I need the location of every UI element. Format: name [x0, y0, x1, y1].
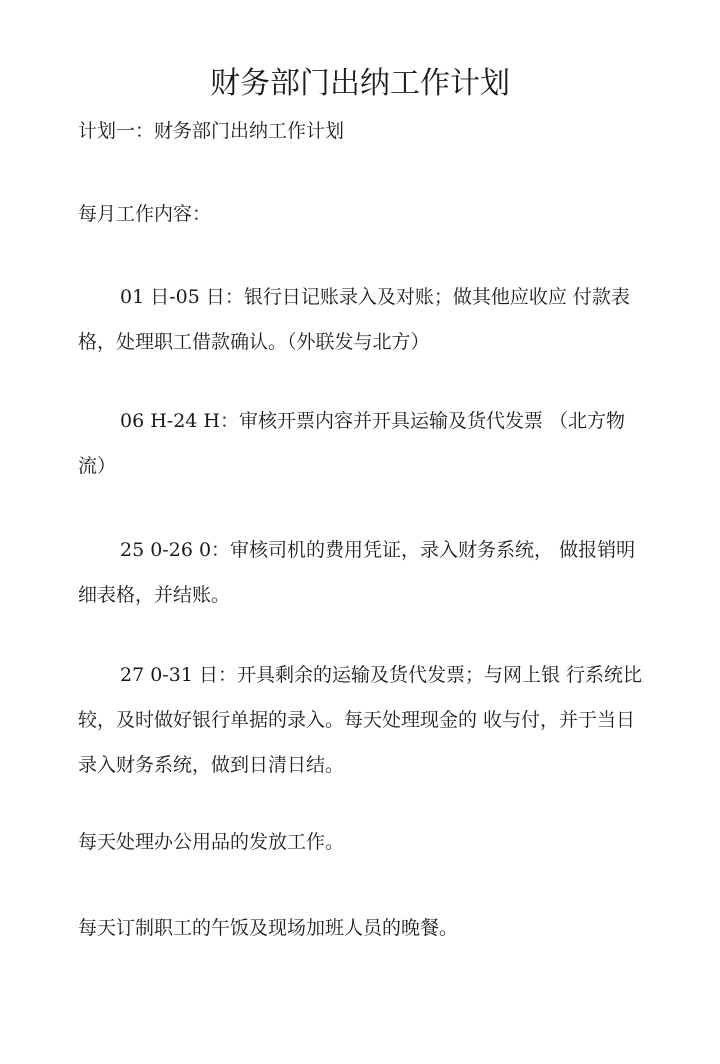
- paragraph-day-25-26: 25 0-26 0：审核司机的费用凭证，录入财务系统， 做报销明细表格，并结账。: [78, 539, 636, 606]
- document-title: 财务部门出纳工作计划: [210, 66, 510, 101]
- paragraph-day-27-31: 27 0-31 日：开具剩余的运输及货代发票；与网上银 行系统比较，及时做好银行单据的录入。每天处理现金的 收与付，并于当日录入财务系统，做到日清日结。: [78, 664, 642, 776]
- paragraph-day-06-24: 06 H-24 H：审核开票内容并开具运输及货代发票 （北方物 流）: [78, 410, 626, 477]
- paragraph-day-01-05: 01 日-05 日：银行日记账录入及对账；做其他应收应 付款表格，处理职工借款确认。（外联发与北方）: [78, 286, 630, 353]
- section-heading: 每月工作内容：: [78, 203, 212, 225]
- daily-item-meals: 每天订制职工的午饭及现场加班人员的晚餐。: [78, 917, 459, 939]
- daily-item-office-supplies: 每天处理办公用品的发放工作。: [78, 831, 345, 853]
- plan-subtitle: 计划一：财务部门出纳工作计划: [78, 120, 345, 142]
